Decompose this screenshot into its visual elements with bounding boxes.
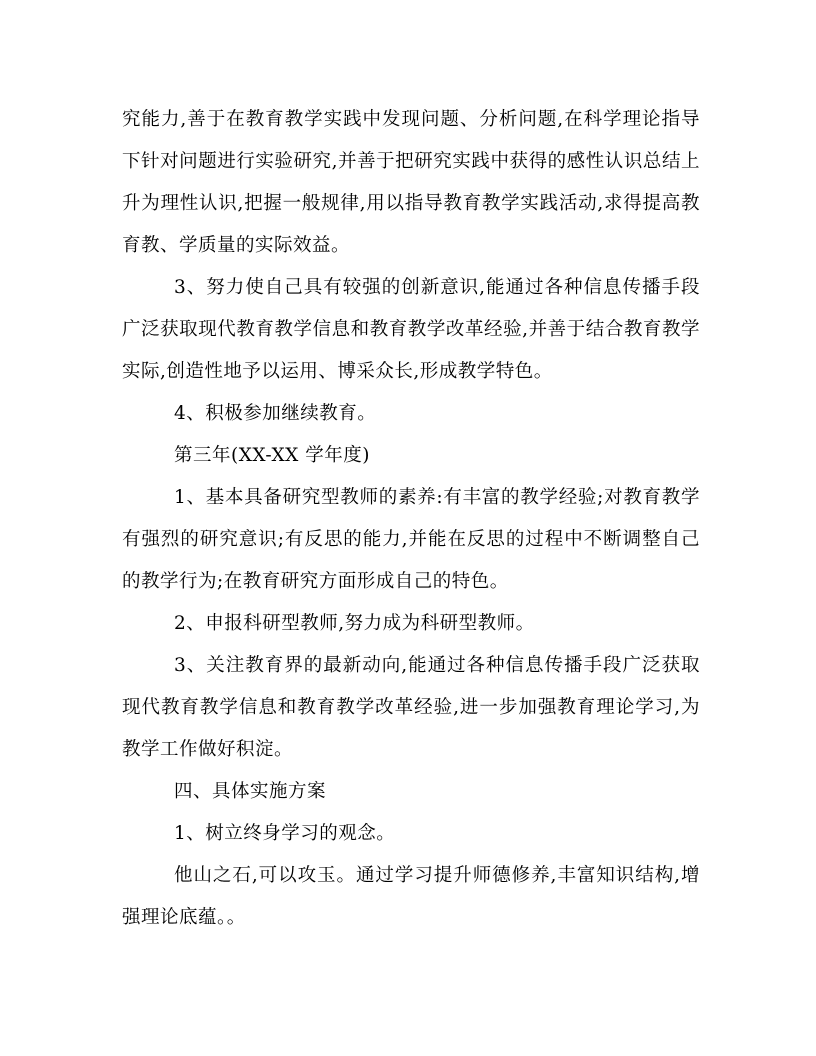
paragraph-item-research-teacher: 1、基本具备研究型教师的素养:有丰富的教学经验;对教育教学有强烈的研究意识;有反思的能力,并能在反思的过程中不断调整自己的教学行为;在教育研究方面形成自己的特色。 xyxy=(122,487,700,592)
paragraph-item-continuing-education: 4、积极参加继续教育。 xyxy=(174,403,377,424)
paragraph-item-innovation: 3、努力使自己具有较强的创新意识,能通过各种信息传播手段广泛获取现代教育教学信息和教育教学改革经验,并善于结合教育教学实际,创造性地予以运用、博采众长,形成教学特色。 xyxy=(122,277,700,382)
paragraph-item-trends: 3、关注教育界的最新动向,能通过各种信息传播手段广泛获取现代教育教学信息和教育教学改革经验,进一步加强教育理论学习,为教学工作做好积淀。 xyxy=(122,655,700,760)
document-body xyxy=(122,99,700,939)
section-heading-third-year: 第三年(XX-XX 学年度) xyxy=(174,445,370,466)
paragraph-item-lifelong-learning: 1、树立终身学习的观念。 xyxy=(174,823,396,844)
section-heading-implementation: 四、具体实施方案 xyxy=(174,781,327,802)
paragraph-item-apply: 2、申报科研型教师,努力成为科研型教师。 xyxy=(174,613,535,634)
paragraph-continuation: 究能力,善于在教育教学实践中发现问题、分析问题,在科学理论指导下针对问题进行实验研究,并善于把研究实践中获得的感性认识总结上升为理性认识,把握一般规律,用以指导教育教学实践活动,求得提高教育教、学质量的实际效益。 xyxy=(122,109,700,256)
paragraph-learning-detail: 他山之石,可以攻玉。通过学习提升师德修养,丰富知识结构,增强理论底蕴。。 xyxy=(122,865,700,928)
